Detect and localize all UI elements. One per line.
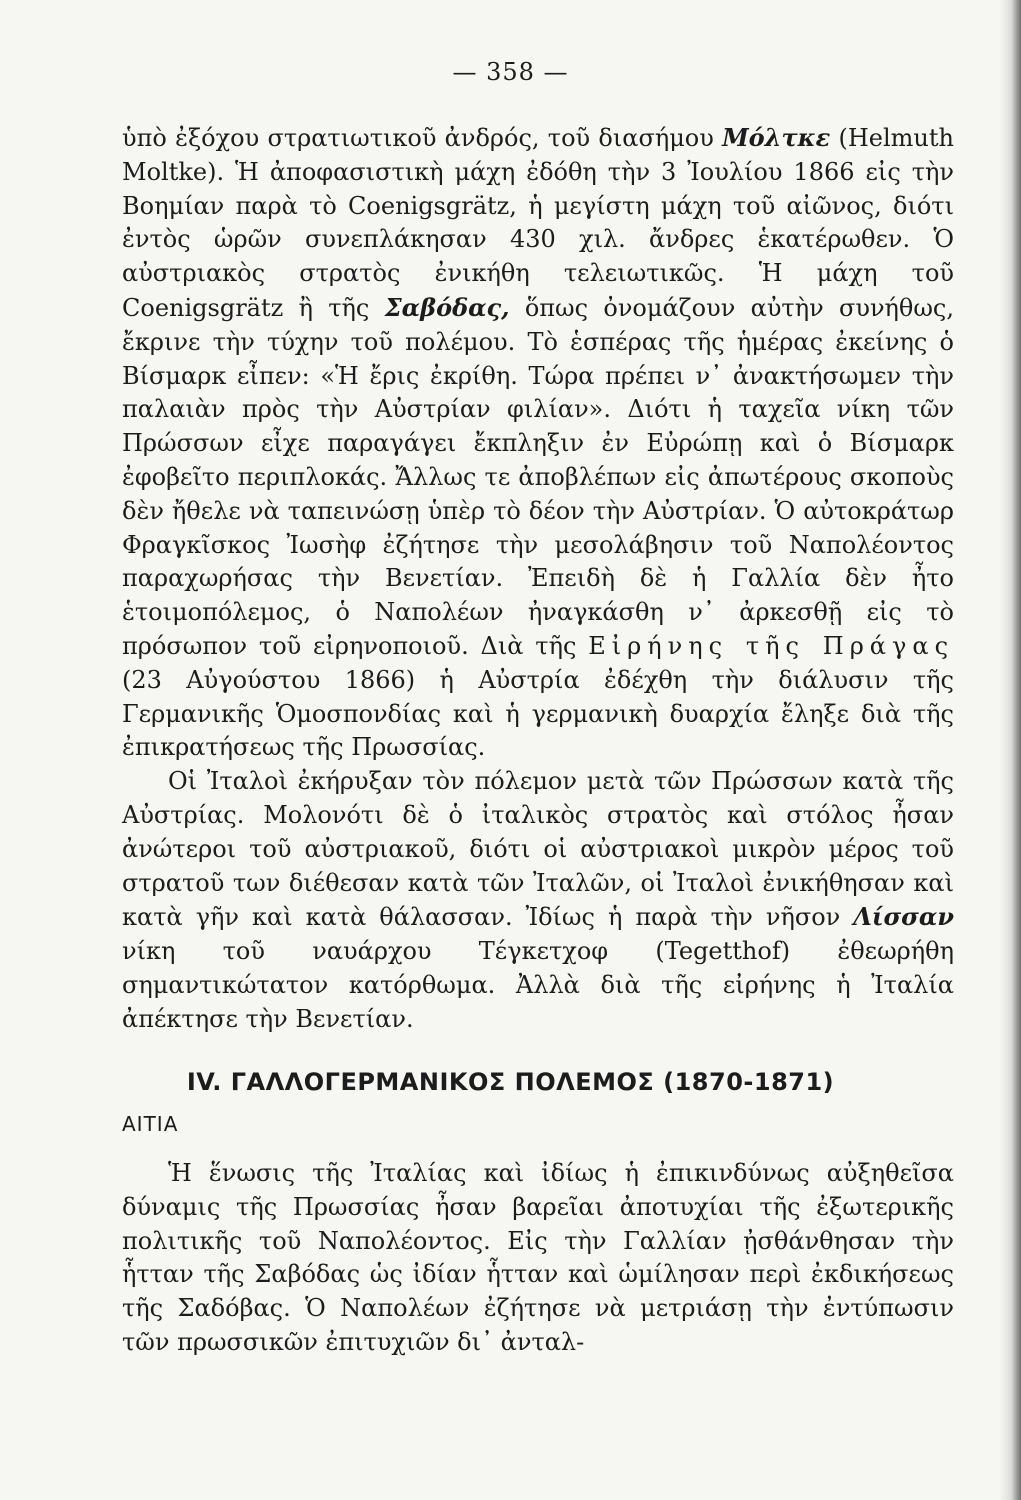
- paragraph-text: Οἱ Ἰταλοὶ ἐκήρυξαν τὸν πόλεμον μετὰ τῶν Πρώσσων κατὰ τῆς Αὐστρίας. Μολονότι δὲ ὁ ἰταλικὸς στρατὸς καὶ στόλος ἦσαν ἀνώτεροι τοῦ αὐστριακοῦ, διότι οἱ αὐστριακοὶ μικρὸν μέρος τοῦ στρατοῦ των διέθεσαν κατὰ τῶν Ἰταλῶν, οἱ Ἰταλοὶ ἐνικήθησαν καὶ κατὰ γῆν καὶ κατὰ θάλασσαν. Ἰδίως ἡ παρὰ τὴν νῆσον: [122, 767, 954, 932]
- page-number: — 358 —: [452, 58, 569, 86]
- paragraph-causes: Ἡ ἕνωσις τῆς Ἰταλίας καὶ ἰδίως ἡ ἐπικινδύνως αὐξηθεῖσα δύναμις τῆς Πρωσσίας ἦσαν βαρεῖαι ἀποτυχίαι τῆς ἐξωτερικῆς πολιτικῆς τοῦ Ναπολέοντος. Εἰς τὴν Γαλλίαν ᾐσθάνθησαν τὴν ἧτταν τῆς Σαβόδας ὡς ἰδίαν ἧτταν καὶ ὡμίλησαν περὶ ἐκδικήσεως τῆς Σαδόβας. Ὁ Ναπολέων ἐζήτησε νὰ μετριάσῃ τὴν ἐντύπωσιν τῶν πρωσσικῶν ἐπιτυχιῶν δι᾽ ἀνταλ-: [122, 1159, 954, 1356]
- body-text-upper: [122, 121, 954, 1037]
- paragraph-text: (Helmuth Moltke). Ἡ ἀποφασιστικὴ μάχη ἐδόθη τὴν 3 Ἰουλίου 1866 εἰς τὴν Βοημίαν παρὰ τὸ Coenigsgrätz, ἡ μεγίστη μάχη τοῦ αἰῶνος, διότι ἐντὸς ὡρῶν συνεπλάκησαν 430 χιλ. ἄνδρες ἑκατέρωθεν. Ὁ αὐστριακὸς στρατὸς ἐνικήθη τελειωτικῶς. Ἡ μάχη τοῦ Coenigsgrätz ἢ τῆς: [122, 124, 954, 322]
- section-heading: IV. ΓΑΛΛΟΓΕΡΜΑΝΙΚΟΣ ΠΟΛΕΜΟΣ (1870-1871): [186, 1068, 835, 1096]
- body-text-lower: [122, 1157, 954, 1360]
- emphasis-lissa: Λίσσαν: [853, 902, 954, 932]
- page-edge-shadow: [999, 0, 1021, 1500]
- spaced-peace-of-prague: Εἰρήνης τῆς Πράγας: [588, 631, 955, 660]
- paragraph-text: (23 Αὐγούστου 1866) ἡ Αὐστρία ἐδέχθη τὴν διάλυσιν τῆς Γερμανικῆς Ὁμοσπονδίας καὶ ἡ γερμανικὴ δυαρχία ἔληξε διὰ τῆς ἐπικρατήσεως τῆς Πρωσσίας.: [122, 665, 954, 762]
- emphasis-moltke: Μόλτκε: [722, 123, 831, 152]
- paragraph-austro-prussian-war: [122, 121, 954, 765]
- paragraph-text: ὅπως ὀνομάζουν αὐτὴν συνήθως, ἔκρινε τὴν τύχην τοῦ πολέμου. Τὸ ἑσπέρας τῆς ἡμέρας ἐκείνης ὁ Βίσμαρκ εἶπεν: «Ἡ ἔρις ἐκρίθη. Τώρα πρέπει ν᾽ ἀνακτήσωμεν τὴν παλαιὰν πρὸς τὴν Αὐστρίαν φιλίαν». Διότι ἡ ταχεῖα νίκη τῶν Πρώσσων εἶχε παραγάγει ἔκπληξιν ἐν Εὐρώπῃ καὶ ὁ Βίσμαρκ ἐφοβεῖτο περιπλοκάς. Ἄλλως τε ἀποβλέπων εἰς ἀπωτέρους σκοποὺς δὲν ἤθελε νὰ ταπεινώσῃ ὑπὲρ τὸ δέον τὴν Αὐστρίαν. Ὁ αὐτοκράτωρ Φραγκῖσκος Ἰωσὴφ ἐζήτησε τὴν μεσολάβησιν τοῦ Ναπολέοντος παραχωρήσας τὴν Βενετίαν. Ἐπειδὴ δὲ ἡ Γαλλία δὲν ἦτο ἑτοιμοπόλεμος, ὁ Ναπολέων ἠναγκάσθη ν᾽ ἀρκεσθῇ εἰς τὸ πρόσωπον τοῦ εἰρηνοποιοῦ. Διὰ τῆς: [122, 293, 955, 660]
- emphasis-sabodas: Σαβόδας,: [384, 292, 510, 322]
- subheading-causes: ΑΙΤΙΑ: [122, 1112, 179, 1136]
- paragraph-text: νίκη τοῦ ναυάρχου Τέγκετχοφ (Tegetthof) ἐθεωρήθη σημαντικώτατον κατόρθωμα. Ἀλλὰ διὰ τῆς εἰρήνης ἡ Ἰταλία ἀπέκτησε τὴν Βενετίαν.: [122, 937, 954, 1033]
- paragraph-text: ὑπὸ ἐξόχου στρατιωτικοῦ ἀνδρός, τοῦ διασήμου: [122, 124, 723, 152]
- paragraph-italian-front: [122, 765, 954, 1036]
